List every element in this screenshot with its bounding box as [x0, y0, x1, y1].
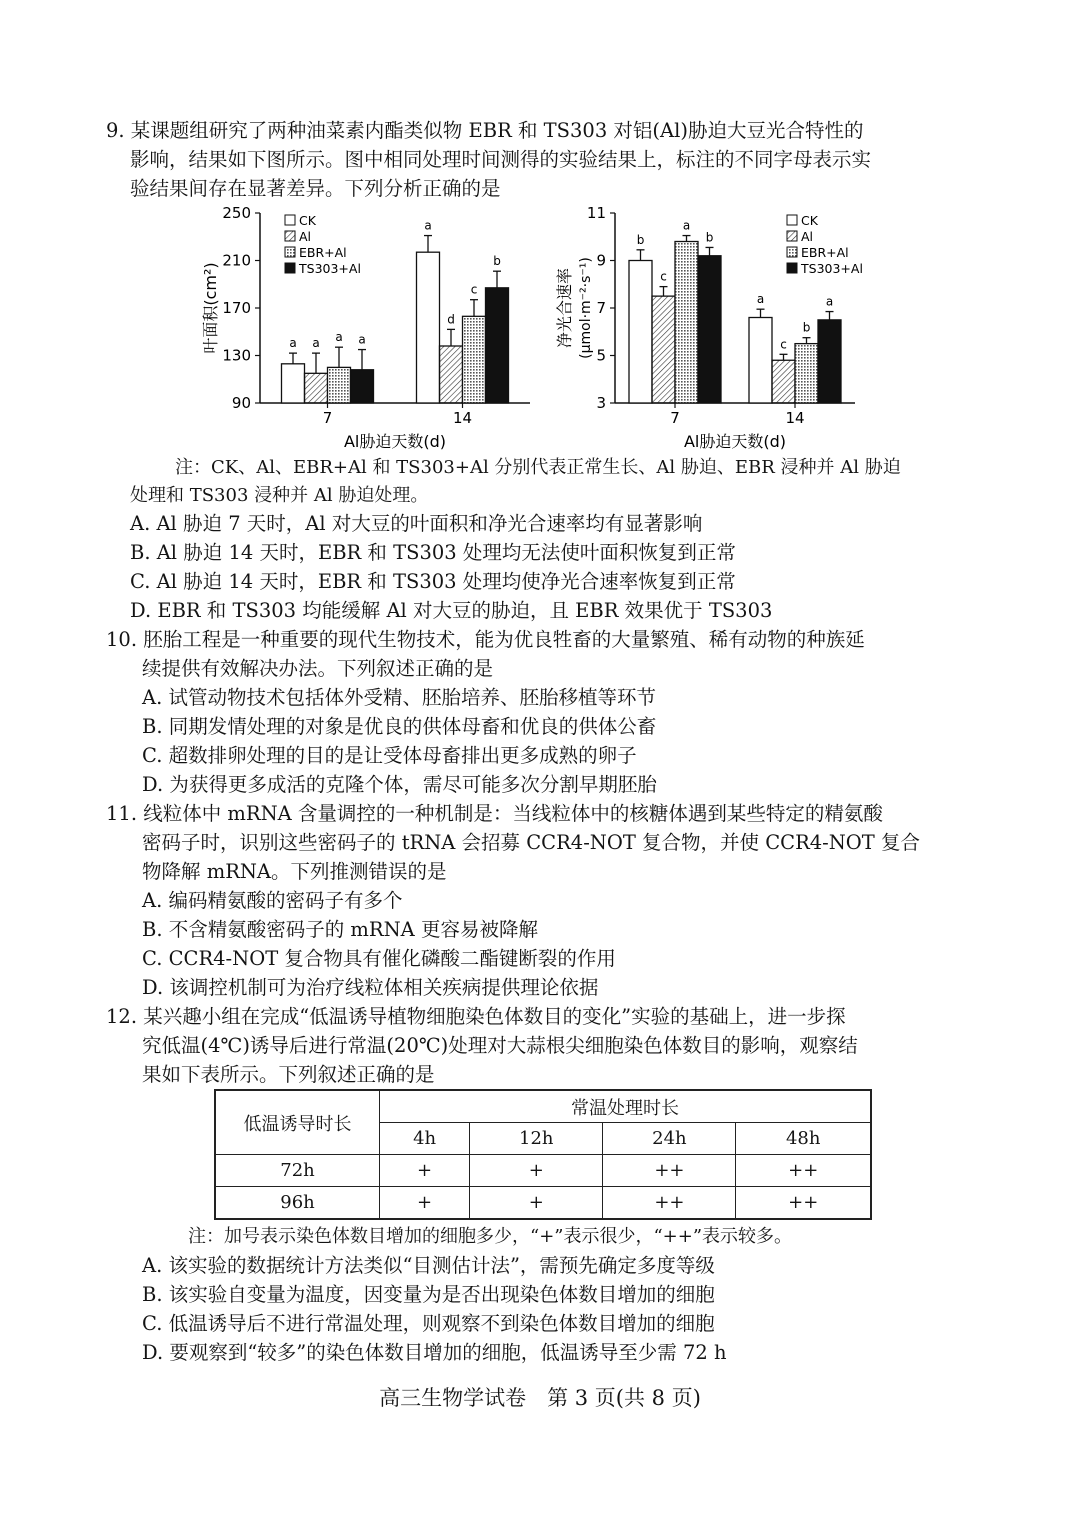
q12-note: 注：加号表示染色体数目增加的细胞多少，“+”表示很少，“++”表示较多。	[188, 1226, 793, 1247]
table-row-label: 72h	[215, 1155, 380, 1187]
y-axis-label: 叶面积(cm²)	[201, 262, 220, 354]
x-axis-label: Al胁迫天数(d)	[683, 432, 787, 451]
q12-option-b[interactable]: B. 该实验自变量为温度，因变量为是否出现染色体数目增加的细胞	[142, 1283, 715, 1306]
bar-ts303-al	[486, 288, 509, 403]
x-tick-label: 14	[452, 409, 473, 427]
q12-option-d[interactable]: D. 要观察到“较多”的染色体数目增加的细胞，低温诱导至少需 72 h	[142, 1341, 727, 1364]
table-col-4h: 4h	[380, 1123, 470, 1155]
significance-letter: a	[358, 332, 366, 347]
q12-option-c[interactable]: C. 低温诱导后不进行常温处理，则观察不到染色体数目增加的细胞	[142, 1312, 715, 1335]
q11-option-b[interactable]: B. 不含精氨酸密码子的 mRNA 更容易被降解	[142, 918, 538, 941]
table-cell: ++	[736, 1155, 871, 1187]
legend-swatch	[787, 247, 797, 257]
q12-stem-line1: 12. 某兴趣小组在完成“低温诱导植物细胞染色体数目的变化”实验的基础上，进一步探	[106, 1005, 846, 1028]
legend-swatch	[285, 215, 295, 225]
significance-letter: a	[682, 218, 691, 233]
q10-stem-line2: 续提供有效解决办法。下列叙述正确的是	[142, 657, 494, 680]
legend-label: EBR+Al	[299, 245, 347, 260]
legend-swatch	[787, 231, 797, 241]
q12-option-a[interactable]: A. 该实验的数据统计方法类似“目测估计法”，需预先确定多度等级	[142, 1254, 715, 1277]
significance-letter: b	[636, 232, 645, 247]
y-tick-label: 7	[596, 299, 606, 317]
significance-letter: c	[780, 337, 787, 352]
q11-option-a[interactable]: A. 编码精氨酸的密码子有多个	[142, 889, 403, 912]
q9-option-c[interactable]: C. Al 胁迫 14 天时，EBR 和 TS303 处理均使净光合速率恢复到正常	[130, 570, 736, 593]
y-tick-label: 3	[596, 394, 606, 412]
significance-letter: a	[825, 294, 834, 309]
q12-stem-line3: 果如下表所示。下列叙述正确的是	[142, 1063, 435, 1086]
table-cell: ++	[603, 1155, 736, 1187]
q9-stem-line1: 9. 某课题组研究了两种油菜素内酯类似物 EBR 和 TS303 对铝(Al)胁迫大豆光合特性的	[106, 119, 864, 142]
bar-ts303-al	[698, 256, 721, 403]
q10-option-d[interactable]: D. 为获得更多成活的克隆个体，需尽可能多次分割早期胚胎	[142, 773, 657, 796]
bar-ebr-al	[328, 367, 351, 403]
table-row	[215, 1155, 871, 1187]
significance-letter: d	[447, 312, 455, 327]
q9-note-line2: 处理和 TS303 浸种并 Al 胁迫处理。	[130, 485, 429, 506]
legend-label: CK	[801, 213, 818, 228]
bar-ebr-al	[675, 242, 698, 404]
bar-ts303-al	[818, 320, 841, 403]
y-tick-label: 130	[222, 346, 251, 365]
table-row	[215, 1187, 871, 1220]
table-row-label: 96h	[215, 1187, 380, 1220]
y-axis-unit: (μmol·m⁻²·s⁻¹)	[578, 257, 594, 359]
y-tick-label: 90	[231, 394, 251, 412]
bar-al	[440, 346, 463, 403]
bar-ck	[749, 318, 772, 404]
q10-option-b[interactable]: B. 同期发情处理的对象是优良的供体母畜和优良的供体公畜	[142, 715, 657, 738]
q12-stem-line2: 究低温(4℃)诱导后进行常温(20℃)处理对大蒜根尖细胞染色体数目的影响，观察结	[142, 1034, 858, 1057]
legend-swatch	[285, 263, 295, 273]
q9-note-line1: 注：CK、Al、EBR+Al 和 TS303+Al 分别代表正常生长、Al 胁迫、EBR 浸种并 Al 胁迫	[175, 457, 901, 478]
x-tick-label: 14	[785, 409, 805, 427]
table-cell: +	[470, 1187, 603, 1220]
legend-label: CK	[299, 213, 316, 228]
y-tick-label: 170	[222, 299, 251, 317]
q11-stem-line3: 物降解 mRNA。下列推测错误的是	[142, 860, 447, 883]
y-axis-label: 净光合速率	[555, 267, 574, 349]
bar-ebr-al	[795, 344, 818, 403]
bar-ck	[282, 364, 305, 403]
table-cell: +	[470, 1155, 603, 1187]
q9-option-b[interactable]: B. Al 胁迫 14 天时，EBR 和 TS303 处理均无法使叶面积恢复到正常	[130, 541, 736, 564]
table-cell: ++	[603, 1187, 736, 1220]
legend-swatch	[787, 215, 797, 225]
q10-option-a[interactable]: A. 试管动物技术包括体外受精、胚胎培养、胚胎移植等环节	[142, 686, 656, 709]
table-col-24h: 24h	[603, 1123, 736, 1155]
page-footer: 高三生物学试卷 第 3 页(共 8 页)	[379, 1386, 701, 1410]
significance-letter: c	[660, 269, 667, 284]
significance-letter: b	[493, 254, 501, 269]
table-row-header: 低温诱导时长	[215, 1090, 380, 1155]
q10-stem-line1: 10. 胚胎工程是一种重要的现代生物技术，能为优良牲畜的大量繁殖、稀有动物的种族延	[106, 628, 865, 651]
bar-ck	[417, 252, 440, 403]
net-photosynthesis-chart	[555, 200, 895, 455]
legend-swatch	[285, 231, 295, 241]
significance-letter: a	[424, 218, 432, 233]
q11-option-c[interactable]: C. CCR4-NOT 复合物具有催化磷酸二酯键断裂的作用	[142, 947, 616, 970]
significance-letter: a	[312, 336, 320, 351]
table-col-48h: 48h	[736, 1123, 871, 1155]
x-tick-label: 7	[670, 409, 680, 427]
q11-stem-line1: 11. 线粒体中 mRNA 含量调控的一种机制是：当线粒体中的核糖体遇到某些特定的精氨酸	[106, 802, 883, 825]
bar-ebr-al	[463, 316, 486, 403]
x-axis-label: Al胁迫天数(d)	[343, 432, 447, 451]
significance-letter: a	[756, 292, 765, 307]
y-tick-label: 250	[222, 204, 251, 222]
legend-label: Al	[801, 229, 814, 244]
q10-option-c[interactable]: C. 超数排卵处理的目的是让受体母畜排出更多成熟的卵子	[142, 744, 637, 767]
significance-letter: c	[470, 282, 478, 297]
significance-letter: b	[802, 320, 811, 335]
x-tick-label: 7	[322, 409, 333, 427]
bar-al	[772, 360, 795, 403]
legend-swatch	[787, 263, 797, 273]
q9-stem-line2: 影响，结果如下图所示。图中相同处理时间测得的实验结果上，标注的不同字母表示实	[130, 148, 872, 171]
legend-label: EBR+Al	[801, 245, 849, 260]
table-cell: +	[380, 1187, 470, 1220]
bar-al	[652, 296, 675, 403]
table-cell: ++	[736, 1187, 871, 1220]
legend-label: Al	[299, 229, 312, 244]
q9-option-d[interactable]: D. EBR 和 TS303 均能缓解 Al 对大豆的胁迫，且 EBR 效果优于 TS303	[130, 599, 773, 622]
y-tick-label: 9	[596, 251, 606, 270]
y-tick-label: 5	[596, 346, 606, 365]
bar-al	[305, 373, 328, 403]
significance-letter: b	[705, 230, 714, 245]
legend-swatch	[285, 247, 295, 257]
table-col-header: 常温处理时长	[380, 1090, 872, 1123]
significance-letter: a	[335, 330, 343, 345]
q11-stem-line2: 密码子时，识别这些密码子的 tRNA 会招募 CCR4-NOT 复合物，并使 CCR4-NOT 复合	[142, 831, 921, 854]
table-col-12h: 12h	[470, 1123, 603, 1155]
table-cell: +	[380, 1155, 470, 1187]
bar-ck	[629, 261, 652, 404]
legend-label: TS303+Al	[801, 261, 863, 276]
bar-ts303-al	[351, 370, 374, 403]
q9-option-a[interactable]: A. Al 胁迫 7 天时，Al 对大豆的叶面积和净光合速率均有显著影响	[130, 512, 703, 535]
significance-letter: a	[289, 336, 297, 351]
leaf-area-chart	[195, 200, 540, 455]
q11-option-d[interactable]: D. 该调控机制可为治疗线粒体相关疾病提供理论依据	[142, 976, 599, 999]
y-tick-label: 210	[222, 251, 251, 270]
q9-stem-line3: 验结果间存在显著差异。下列分析正确的是	[130, 177, 501, 200]
q12-results-table	[214, 1089, 872, 1220]
legend-label: TS303+Al	[299, 261, 361, 276]
y-tick-label: 11	[586, 204, 606, 222]
